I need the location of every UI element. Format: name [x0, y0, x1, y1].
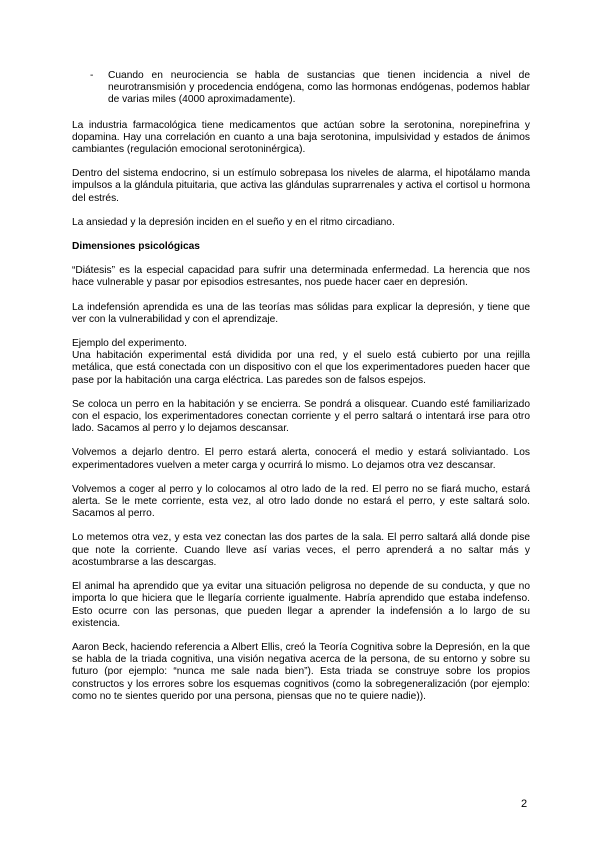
- paragraph-pharmacology: La industria farmacológica tiene medicamentos que actúan sobre la serotonina, norepinefrina y dopamina. Hay una correlación en cuanto a una baja serotonina, impulsividad y estados de ánimos cambiantes (regulación emocional serotoninérgica).: [72, 119, 530, 156]
- paragraph-diathesis: “Diátesis” es la especial capacidad para sufrir una determinada enfermedad. La herencia que nos hace vulnerable y pasar por episodios estresantes, nos puede hacer caer en depresión.: [72, 265, 530, 289]
- paragraph-beck-theory: Aaron Beck, haciendo referencia a Albert Ellis, creó la Teoría Cognitiva sobre la Depresión, en la que se habla de la triada cognitiva, una visión negativa acerca de la persona, de su entorno y sobre su futuro (por ejemplo: “nunca me sale nada bien”). Esta triada se construye sobre los propios constructos y los errores sobre los esquemas cognitivos (como la sobregeneralización (por ejemplo: como no te sientes querido por una persona, piensas que no te quiere nadie)).: [72, 641, 530, 702]
- paragraph-experiment-step-4: Lo metemos otra vez, y esta vez conectan las dos partes de la sala. El perro saltará allá donde pise que note la corriente. Cuando lleve así varias veces, el perro aprenderá a no saltar más y acostumbrarse a las descargas.: [72, 532, 530, 568]
- paragraph-conclusion: El animal ha aprendido que ya evitar una situación peligrosa no depende de su conducta, y que no importa lo que hiciera que le llegaría corriente igualmente. Habría aprendido que estaba indefenso. Esto ocurre con las personas, que pueden llegar a aprender la indefensión a lo largo de su existencia.: [72, 581, 530, 629]
- bullet-text: Cuando en neurociencia se habla de sustancias que tienen incidencia a nivel de neurotransmisión y procedencia endógena, como las hormonas endógenas, podemos hablar de varias miles (4000 aproximadamente).: [108, 70, 530, 106]
- paragraph-learned-helplessness: La indefensión aprendida es una de las teorías mas sólidas para explicar la depresión, y tiene que ver con la vulnerabilidad y con el aprendizaje.: [72, 301, 530, 325]
- paragraph-experiment-step-2: Volvemos a dejarlo dentro. El perro estará alerta, conocerá el medio y estará soliviantado. Los experimentadores vuelven a meter carga y ocurrirá lo mismo. Lo dejamos otra vez descansar.: [72, 447, 530, 471]
- paragraph-experiment-title: Ejemplo del experimento.: [72, 338, 187, 350]
- paragraph-endocrine: Dentro del sistema endocrino, si un estímulo sobrepasa los niveles de alarma, el hipotálamo manda impulsos a la glándula pituitaria, que activa las glándulas suprarrenales y activa el cortisol u hormona del estrés.: [72, 168, 530, 204]
- paragraph-experiment-step-3: Volvemos a coger al perro y lo colocamos al otro lado de la red. El perro no se fiará mucho, estará alerta. Se le mete corriente, esta vez, al otro lado donde no estará el perro, y este saltará solo. Sacamos al perro.: [72, 483, 530, 520]
- section-heading: Dimensiones psicológicas: [72, 241, 200, 253]
- paragraph-experiment-room: Una habitación experimental está dividida por una red, y el suelo está cubierto por una rejilla metálica, que está conectada con un dispositivo con el que los experimentadores pueden hacer que pase por la habitación una carga eléctrica. Las paredes son de falsos espejos.: [72, 350, 530, 386]
- page-number: 2: [521, 798, 528, 810]
- page-content: [72, 70, 530, 715]
- bullet-dash: -: [90, 70, 94, 81]
- paragraph-sleep: La ansiedad y la depresión inciden en el sueño y en el ritmo circadiano.: [72, 216, 395, 228]
- bullet-item: [90, 70, 530, 107]
- paragraph-experiment-step-1: Se coloca un perro en la habitación y se encierra. Se pondrá a olisquear. Cuando esté familiarizado con el espacio, los experimentadores conectan corriente y el perro saltará o intentará irse para otro lado. Sacamos al perro y lo dejamos descansar.: [72, 398, 530, 435]
